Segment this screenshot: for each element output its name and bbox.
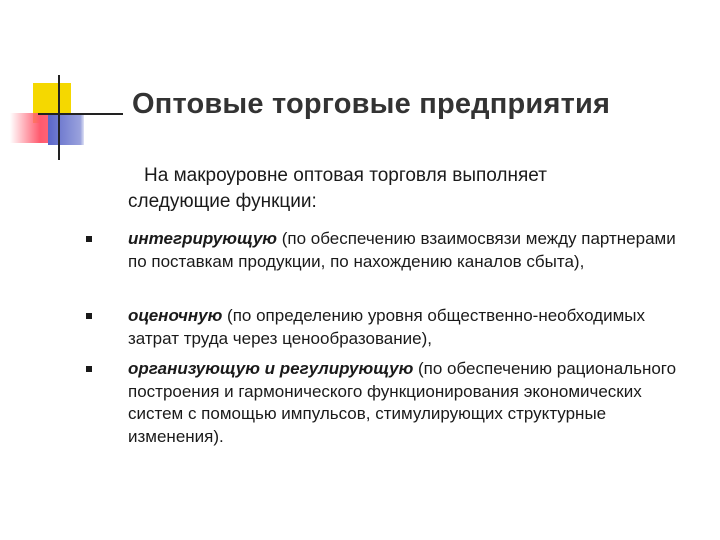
item-term: организующую и регулирующую — [128, 359, 414, 378]
bullet-marker — [86, 366, 92, 372]
list-item — [128, 305, 688, 350]
item-text: (по определению уровня общественно-необходимых затрат труда через ценообразование), — [128, 306, 645, 348]
slide-title: Оптовые торговые предприятия — [132, 88, 611, 120]
bullet-marker — [86, 236, 92, 242]
list-item — [128, 228, 688, 273]
item-text: (по обеспечению рационального построения и гармонического функционирования экономических систем с помощью импульсов, стимулирующих структурные изменения). — [128, 359, 677, 446]
intro-line-1: На макроуровне оптовая торговля выполняет — [144, 165, 547, 186]
item-text: (по обеспечению взаимосвязи между партнерами по поставкам продукции, по нахождению каналов сбыта), — [128, 229, 676, 271]
item-term: оценочную — [128, 306, 223, 325]
item-term: интегрирующую — [128, 229, 277, 248]
intro-line-2: следующие функции: — [128, 191, 317, 212]
list-item — [128, 358, 688, 448]
bullet-marker — [86, 313, 92, 319]
intro-text — [128, 163, 688, 215]
